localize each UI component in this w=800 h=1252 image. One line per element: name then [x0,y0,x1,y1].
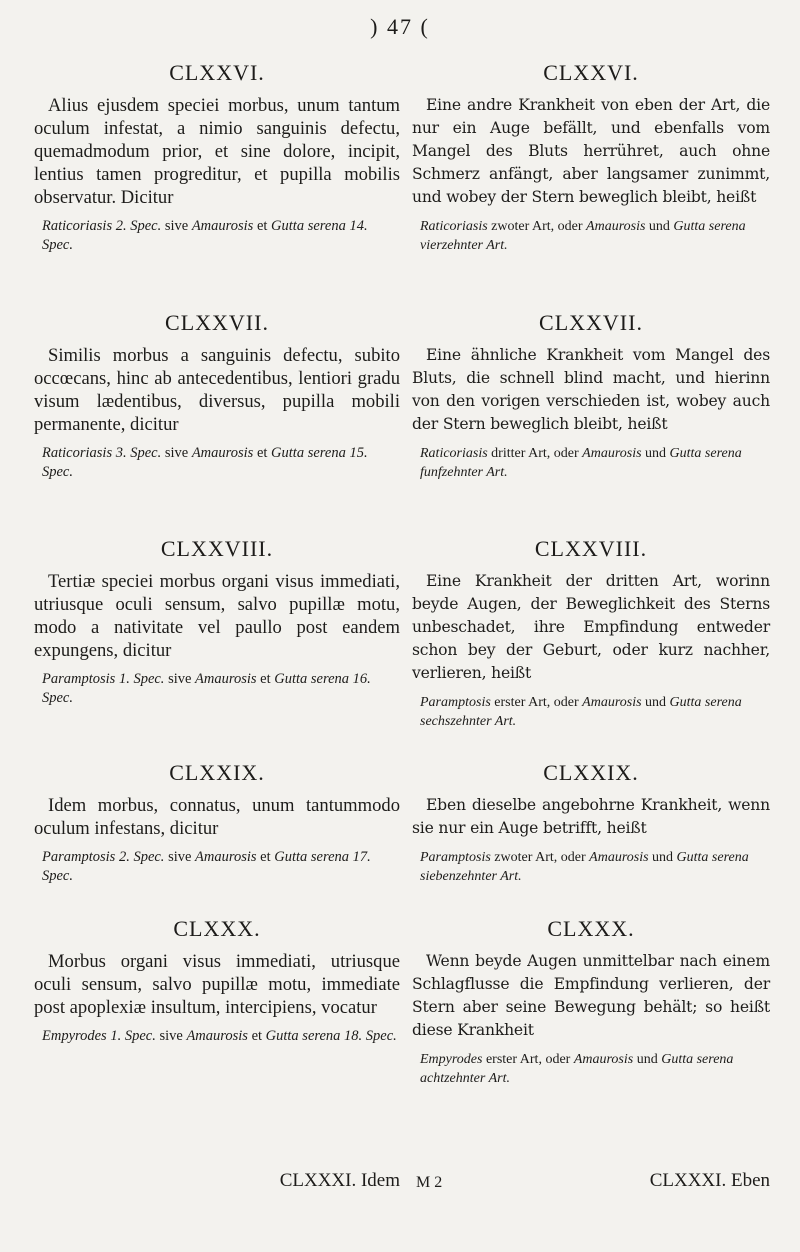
syn-b: sive [161,445,192,461]
entry-text: Alius ejusdem speciei morbus, unum tantum oculum infestat, a nimio sanguinis defectu, quemadmodum prior, et sine dolore, incipit, lentius tamen progreditur, et pupilla mobilis observatur. Dicitur [34,95,400,208]
entry-heading: CLXXVIII. [160,536,274,561]
entry-176-latin [34,60,400,255]
syn-b: erster Art, oder [490,695,583,710]
entry-179-german [412,760,770,886]
entry-heading: CLXXIX. [543,760,639,785]
syn-e: Gutta serena 18. Spec. [265,1028,397,1044]
syn-c: Amaurosis [589,850,649,865]
signature-mark: M 2 [416,1174,443,1191]
syn-c: Amaurosis [186,1028,248,1044]
syn-e: Gutta serena siebenzehnter Art. [420,850,749,884]
syn-e: Gutta serena 15. Spec. [42,445,368,480]
syn-c: Amaurosis [586,219,646,234]
syn-e: Gutta serena achtzehnter Art. [420,1052,734,1086]
syn-e: Gutta serena funfzehnter Art. [420,446,742,480]
syn-a: Raticoriasis 2. Spec. [42,218,162,234]
syn-b: dritter Art, oder [487,446,583,461]
entry-text: Idem morbus, connatus, unum tantummodo oculum infestans, dicitur [34,795,400,839]
syn-b: sive [161,218,192,234]
syn-c: Amaurosis [573,1052,634,1067]
syn-a: Empyrodes 1. Spec. [42,1028,156,1044]
entry-178-latin [34,536,400,708]
syn-c: Amaurosis [191,218,254,234]
entry-180-latin [34,916,400,1046]
entry-176-german [412,60,770,255]
syn-d: et [253,218,272,234]
synonym-line [420,848,770,886]
syn-d: et [253,445,272,461]
syn-d: und [641,446,670,461]
syn-a: Paramptosis [420,850,491,865]
entry-177-german [412,310,770,482]
syn-c: Amaurosis [195,671,257,687]
synonym-line [42,444,400,482]
syn-b: sive [164,849,196,865]
syn-e: Gutta serena vierzehnter Art. [420,219,746,253]
syn-c: Amaurosis [191,445,254,461]
syn-a: Raticoriasis [420,446,488,461]
entry-heading: CLXXX. [173,916,261,941]
entry-text: Eben dieselbe angebohrne Krankheit, wenn sie nur ein Auge betrifft, heißt [412,796,770,837]
syn-d: et [247,1028,266,1044]
entry-heading: CLXXIX. [169,760,265,785]
entry-heading: CLXXVIII. [534,536,648,561]
syn-e: Gutta serena sechszehnter Art. [420,695,742,729]
entry-heading: CLXXVI. [169,60,265,85]
syn-b: erster Art, oder [482,1052,574,1067]
synonym-line [42,670,400,708]
entry-heading: CLXXVII. [165,310,269,335]
synonym-line [420,693,770,731]
catchword: CLXXXI. Idem [279,1170,400,1191]
synonym-line [420,217,770,255]
syn-a: Paramptosis [420,695,491,710]
synonym-line [42,217,400,255]
syn-c: Amaurosis [195,849,257,865]
entry-180-german [412,916,770,1088]
entry-177-latin [34,310,400,482]
entry-text: Morbus organi visus immediati, utriusque oculi sensum, salvo pupillæ motu, immediate post apoplexiæ insultum, intercipiens, vocatur [34,951,400,1018]
entry-heading: CLXXVII. [539,310,643,335]
syn-e: Gutta serena 16. Spec. [42,671,371,706]
syn-b: zwoter Art, oder [487,219,587,234]
syn-c: Amaurosis [582,695,642,710]
syn-d: et [256,671,275,687]
syn-d: et [256,849,275,865]
page-number: ) 47 ( [370,14,430,39]
synonym-line [42,1027,400,1046]
entry-heading: CLXXX. [547,916,635,941]
entry-text: Eine ähnliche Krankheit vom Mangel des Bluts, die schnell blind macht, und hierinn von den vorigen verschieden ist, wobey auch der Stern beweglich bleibt, heißt [412,346,770,433]
entry-178-german [412,536,770,731]
entry-text: Eine Krankheit der dritten Art, worinn beyde Augen, der Beweglichkeit des Sterns unbeschadet, ihre Empfindung entweder schon bey der Geburt, oder kurz nachher, verlieren, heißt [412,572,770,682]
syn-a: Raticoriasis 3. Spec. [42,445,162,461]
syn-e: Gutta serena 14. Spec. [42,218,368,253]
synonym-line [42,848,400,886]
syn-a: Paramptosis 1. Spec. [42,671,165,687]
synonym-line [420,444,770,482]
syn-a: Raticoriasis [420,219,488,234]
entry-heading: CLXXVI. [543,60,639,85]
syn-b: sive [164,671,196,687]
syn-e: Gutta serena 17. Spec. [42,849,371,884]
entry-text: Wenn beyde Augen unmittelbar nach einem Schlagflusse die Empfindung verlieren, der Stern aber seine Bewegung behält; so heißt diese Krankheit [412,952,770,1039]
syn-c: Amaurosis [582,446,642,461]
syn-a: Empyrodes [420,1052,483,1067]
entry-179-latin [34,760,400,886]
catchword: CLXXXI. Eben [649,1170,770,1191]
synonym-line [420,1050,770,1088]
syn-d: und [645,219,674,234]
syn-b: sive [155,1028,187,1044]
entry-text: Eine andre Krankheit von eben der Art, die nur ein Auge befällt, und ebenfalls vom Mangel des Bluts herrühret, auch ohne Schmerz anfängt, aber langsamer zunimmt, und wobey der Stern beweglich bleibt, heißt [412,96,770,206]
entry-text: Tertiæ speciei morbus organi visus immediati, utriusque oculi sensum, salvo pupillæ motu, modo a nativitate vel paullo post eandem expungens, dicitur [34,571,400,661]
entry-text: Similis morbus a sanguinis defectu, subito occœcans, hinc ab antecedentibus, lentiori gradu visum lædentibus, diversus, pupilla mobili permanente, dicitur [34,345,400,435]
syn-d: und [648,850,677,865]
syn-b: zwoter Art, oder [490,850,590,865]
syn-d: und [641,695,670,710]
syn-a: Paramptosis 2. Spec. [42,849,165,865]
syn-d: und [633,1052,662,1067]
